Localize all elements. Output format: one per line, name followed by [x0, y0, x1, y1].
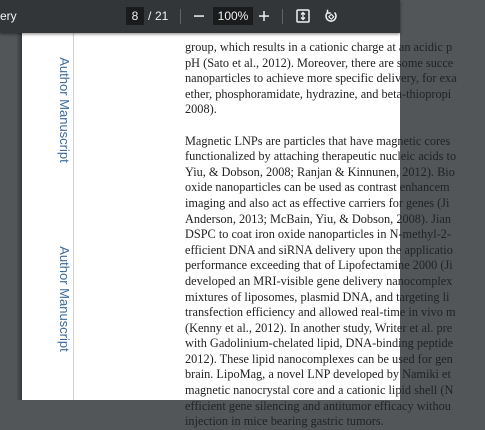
page-number-input[interactable] — [126, 7, 144, 25]
text-line: efficient DNA and siRNA delivery upon the applicatio — [185, 242, 453, 257]
text-line: DSPC to coat iron oxide nanoparticles in N-methyl-2- — [185, 227, 452, 242]
text-line: 2012). These lipid nanocomplexes can be used for gen — [185, 351, 453, 366]
minus-icon — [192, 9, 206, 23]
text-line: performance exceeding that of Lipofectamine 2000 (Ji — [185, 258, 453, 273]
text-line: ether, phosphoramidate, hydrazine, and beta-thiopropi — [185, 86, 452, 101]
zoom-input[interactable] — [213, 7, 253, 25]
text-line: functionalized by attaching therapeutic nucleic acids to — [185, 149, 457, 164]
text-line: group, which results in a cationic charge at an acidic p — [185, 40, 453, 54]
toolbar-divider — [282, 9, 283, 24]
text-line: efficient gene silencing and antitumor efficacy withou — [185, 398, 451, 413]
page-separator: / — [148, 9, 152, 23]
toolbar-divider — [180, 9, 181, 24]
text-line: pH (Sato et al., 2012). Moreover, there are some succe — [185, 55, 454, 70]
text-line: imaging and also act as effective carriers for genes (Ji — [185, 195, 450, 210]
paragraph-1 — [185, 40, 485, 118]
body-text — [185, 40, 485, 430]
rotate-icon — [323, 8, 339, 24]
text-line: with Gadolinium-chelated lipid, DNA-binding peptide — [185, 336, 454, 351]
page-total: 21 — [155, 9, 169, 23]
text-line: (Kenny et al., 2012). In another study, Writer et al. pre — [185, 320, 453, 335]
text-line: Anderson, 2013; McBain, Yiu, & Dobson, 2008). Jian — [185, 211, 451, 226]
zoom-out-button[interactable] — [187, 4, 211, 28]
text-line: oxide nanoparticles can be used as contrast enhancem — [185, 180, 450, 195]
text-line: developed an MRI-visible gene delivery nanocomplex — [185, 273, 453, 288]
text-line: injection in mice bearing gastric tumors. — [185, 414, 384, 429]
text-line: Yiu, & Dobson, 2008; Ranjan & Kinnunen, 2012). Bio — [185, 164, 455, 179]
author-manuscript-watermark: Author Manuscript — [57, 57, 72, 163]
text-line: 2008). — [185, 102, 217, 117]
document-title: ery — [0, 9, 17, 23]
pdf-toolbar — [0, 0, 400, 33]
rotate-button[interactable] — [319, 4, 343, 28]
text-line: brain. LipoMag, a novel LNP developed by Namiki et — [185, 367, 451, 382]
text-line: magnetic nanocrystal core and a cationic lipid shell (N — [185, 383, 454, 398]
paragraph-2 — [185, 134, 485, 430]
text-line: nanoparticles to achieve more specific delivery, for exa — [185, 71, 457, 86]
fit-to-page-button[interactable] — [291, 4, 315, 28]
paragraph-gap — [185, 118, 485, 134]
fit-to-page-icon — [295, 8, 311, 24]
pdf-page — [22, 33, 457, 429]
text-line: mixtures of liposomes, plasmid DNA, and targeting li — [185, 289, 450, 304]
text-line: Magnetic LNPs are particles that have magnetic cores — [185, 133, 451, 148]
text-line: transfection efficiency and allowed real-time in vivo m — [185, 305, 456, 320]
zoom-in-button[interactable] — [252, 4, 276, 28]
author-manuscript-watermark: Author Manuscript — [57, 246, 72, 352]
plus-icon — [257, 9, 271, 23]
